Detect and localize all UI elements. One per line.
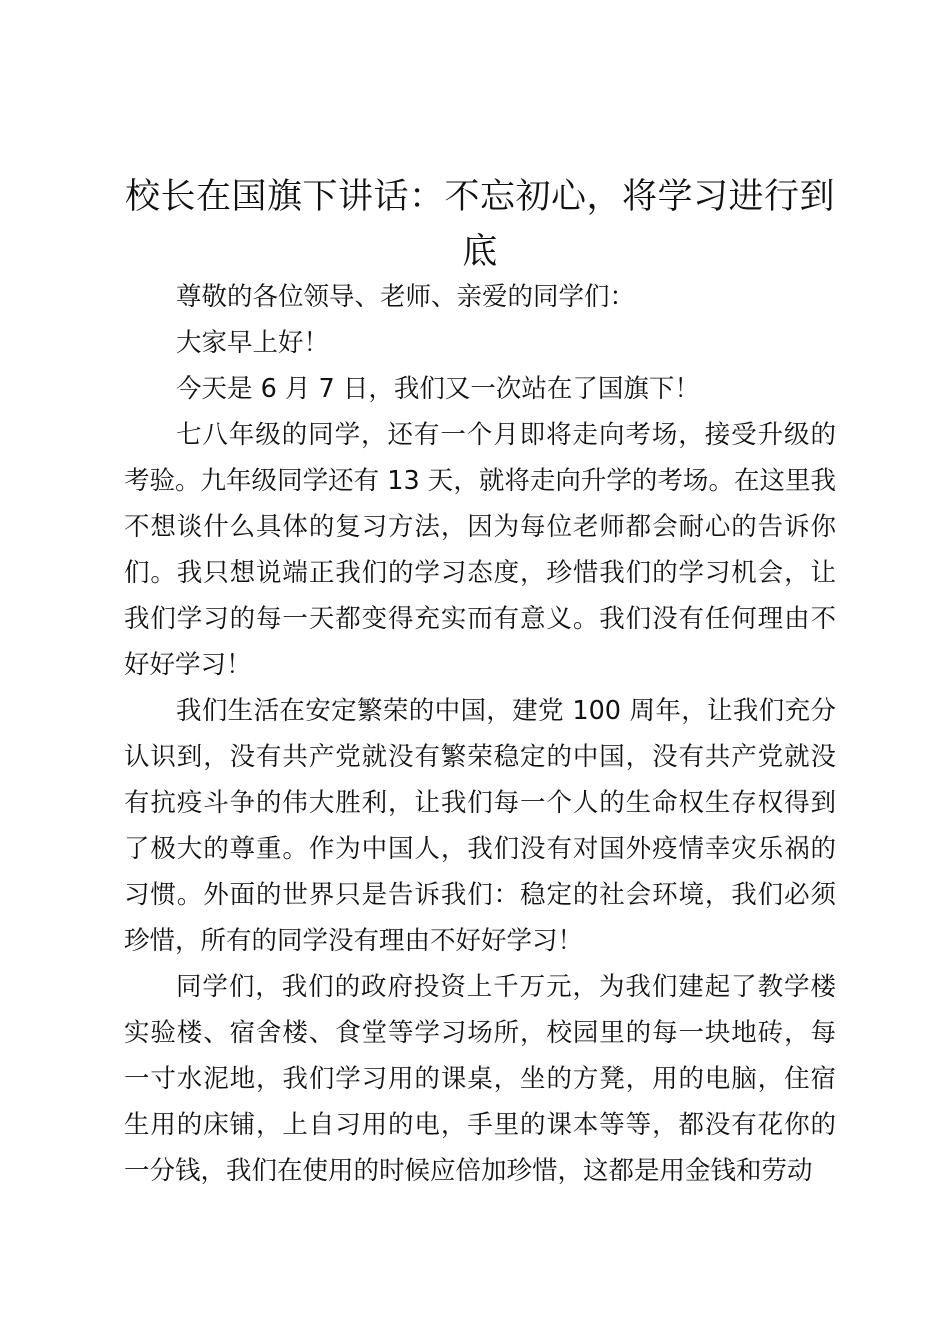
paragraph-stable-china: 我们生活在安定繁荣的中国，建党 100 周年，让我们充分认识到，没有共产党就没有繁荣稳定的中国，没有共产党就没有抗疫斗争的伟大胜利，让我们每一个人的生命权生存权得到了极大的尊重。作为中国人，我们没有对国外疫情幸灾乐祸的习惯。外面的世界只是告诉我们：稳定的社会环境，我们必须珍惜，所有的同学没有理由不好好学习！ — [124, 696, 836, 956]
paragraph-greeting: 大家早上好！ — [176, 328, 330, 358]
paragraph-salutation: 尊敬的各位领导、老师、亲爱的同学们： — [176, 282, 636, 312]
document-body — [124, 274, 836, 1194]
paragraph-date: 今天是 6 月 7 日，我们又一次站在了国旗下！ — [176, 374, 700, 404]
document-title: 校长在国旗下讲话：不忘初心，将学习进行到底 — [124, 177, 835, 272]
paragraph-government-investment: 同学们，我们的政府投资上千万元，为我们建起了教学楼实验楼、宿舍楼、食堂等学习场所，校园里的每一块地砖，每一寸水泥地，我们学习用的课桌，坐的方凳，用的电脑，住宿生用的床铺，上自习用的电，手里的课本等等，都没有花你的一分钱，我们在使用的时候应倍加珍惜，这都是用金钱和劳动 — [124, 972, 836, 1186]
paragraph-study-attitude: 七八年级的同学，还有一个月即将走向考场，接受升级的考验。九年级同学还有 13 天，就将走向升学的考场。在这里我不想谈什么具体的复习方法，因为每位老师都会耐心的告诉你们。我只想说端正我们的学习态度，珍惜我们的学习机会，让我们学习的每一天都变得充实而有意义。我们没有任何理由不好好学习！ — [124, 420, 836, 680]
